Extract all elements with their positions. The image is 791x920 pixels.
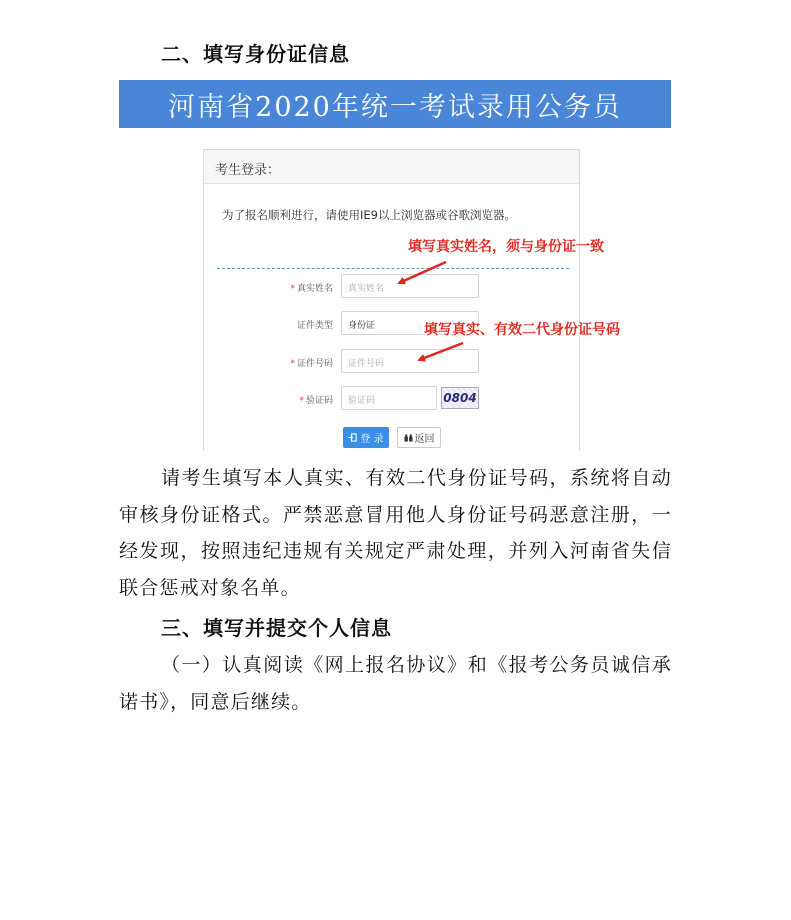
dashed-divider <box>217 268 569 269</box>
name-label: * 真实姓名 <box>290 284 333 294</box>
login-button-label: 登 录 <box>360 434 384 445</box>
section-heading-id-info: 二、填写身份证信息 <box>161 42 350 66</box>
banner-title: 河南省2020年统一考试录用公务员 <box>168 91 622 123</box>
id-type-select[interactable]: 身份证 <box>341 311 479 335</box>
id-number-input[interactable]: 证件号码 <box>341 349 479 373</box>
login-panel-screenshot <box>203 149 580 451</box>
required-mark: * <box>290 359 295 369</box>
required-mark: * <box>299 396 304 406</box>
agreement-paragraph: （一）认真阅读《网上报名协议》和《报考公务员诚信承诺书》，同意后继续。 <box>119 654 672 713</box>
browser-notice: 为了报名顺利进行，请使用IE9以上浏览器或谷歌浏览器。 <box>222 208 516 222</box>
back-button[interactable] <box>397 427 441 448</box>
id-number-label: * 证件号码 <box>290 359 333 369</box>
section-heading-personal-info: 三、填写并提交个人信息 <box>161 616 392 640</box>
exam-banner <box>119 80 671 128</box>
real-name-input[interactable]: 真实姓名 <box>341 274 479 298</box>
back-button-label: 返回 <box>414 434 435 445</box>
login-button[interactable] <box>343 427 389 448</box>
name-annotation: 填写真实姓名，须与身份证一致 <box>408 239 604 255</box>
captcha-image[interactable]: 0804 <box>441 387 479 409</box>
required-mark: * <box>290 284 295 294</box>
id-verification-paragraph: 请考生填写本人真实、有效二代身份证号码，系统将自动审核身份证格式。严禁恶意冒用他人身份证号码恶意注册，一经发现，按照违纪违规有关规定严肃处理，并列入河南省失信联合惩戒对象名单。 <box>119 467 672 599</box>
captcha-label: * 验证码 <box>299 396 333 406</box>
captcha-input[interactable]: 验证码 <box>341 386 437 410</box>
id-annotation: 填写真实、有效二代身份证号码 <box>424 322 620 338</box>
panel-header: 考生登录： <box>204 150 579 184</box>
login-icon <box>348 433 357 442</box>
id-type-label: 证件类型 <box>296 321 333 331</box>
binoculars-icon <box>404 434 413 442</box>
